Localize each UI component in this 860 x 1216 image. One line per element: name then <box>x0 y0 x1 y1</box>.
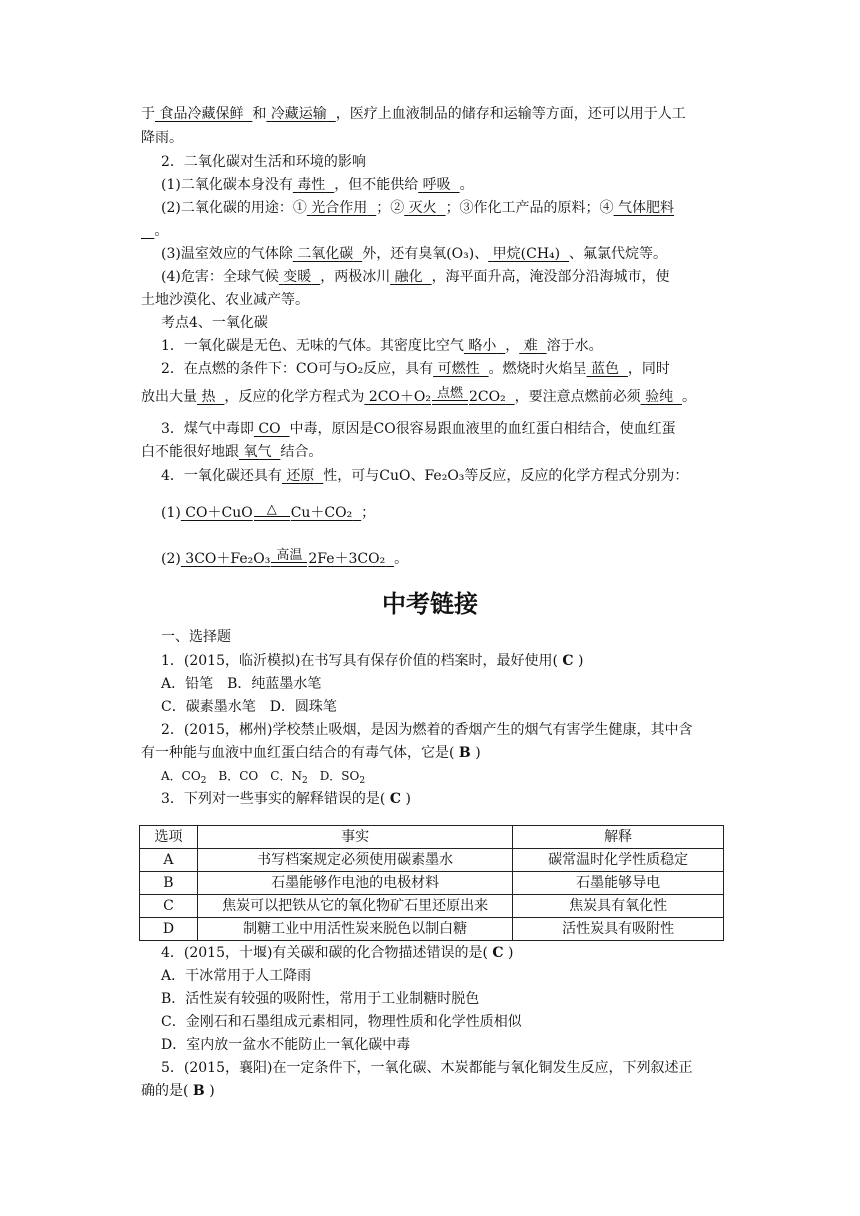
answer-blank: 还原 <box>286 468 315 484</box>
text-line: (4)危害：全球气候 变暖 ，两极冰川 融化 ，海平面升高，淹没部分沿海城市，使 <box>161 269 670 285</box>
answer-blank: 可燃性 <box>437 361 480 377</box>
text-line: 考点4、一氧化碳 <box>161 315 268 331</box>
option-line: B．活性炭有较强的吸附性，常用于工业制糖时脱色 <box>161 991 480 1007</box>
question-4: 4．(2015，十堰)有关碳和碳的化合物描述错误的是( C ) <box>161 945 514 961</box>
options-line: A．铅笔 B．纯蓝墨水笔 <box>161 676 322 692</box>
options-line: A．$CO_2$ B．CO C．$N_2$ D．$SO_2$ <box>161 769 366 786</box>
text-line: 放出大量 热 ，反应的化学方程式为 2CO＋O₂ 点燃 2CO₂ ，要注意点燃前必须 验纯 。 <box>141 386 696 405</box>
answer-blank: 灭火 <box>408 200 437 216</box>
equation: CO＋CuO △ Cu＋CO₂ <box>185 502 353 521</box>
answer-blank: 冷藏运输 <box>270 106 327 122</box>
table-cell: B <box>140 872 198 895</box>
answer-blank: 略小 <box>468 338 497 354</box>
equation-line: (2) 3CO＋Fe₂O₃ 高温 2Fe＋3CO₂ 。 <box>161 548 409 567</box>
answer-blank: 食品冷藏保鲜 <box>159 106 244 122</box>
question-1: 1．(2015，临沂模拟)在书写具有保存价值的档案时，最好使用( C ) <box>161 653 584 669</box>
text-line: 降雨。 <box>141 130 183 146</box>
table-cell: 石墨能够作电池的电极材料 <box>197 872 512 895</box>
text-line: 白不能很好地跟 氧气 结合。 <box>141 444 323 460</box>
text-line: 4．一氧化碳还具有 还原 性，可与CuO、Fe₂O₃等反应，反应的化学方程式分别为： <box>161 468 689 484</box>
text-line: (1)二氧化碳本身没有 毒性 ，但不能供给 呼吸 。 <box>161 177 474 193</box>
table-cell: 制糖工业中用活性炭来脱色以制白糖 <box>197 918 512 941</box>
table-cell: 活性炭具有吸附性 <box>513 918 724 941</box>
table-cell: A <box>140 849 198 872</box>
text-line: 于 食品冷藏保鲜 和 冷藏运输 ，医疗上血液制品的储存和运输等方面，还可以用于人工 <box>141 106 686 122</box>
answer-blank: 热 <box>201 389 216 405</box>
text-line: 2．在点燃的条件下：CO可与O₂反应，具有 可燃性 。燃烧时火焰呈 蓝色 ，同时 <box>161 361 670 377</box>
answer-letter: C <box>492 945 504 961</box>
answer-blank: 甲烷(CH₄) <box>492 246 561 262</box>
answer-letter: B <box>458 745 471 761</box>
text-line: 1．一氧化碳是无色、无味的气体。其密度比空气 略小 ， 难 溶于水。 <box>161 338 603 354</box>
question-5: 5．(2015，襄阳)在一定条件下，一氧化碳、木炭都能与氧化铜发生反应，下列叙述正 <box>161 1060 693 1076</box>
answer-letter: C <box>562 653 574 669</box>
answer-blank: 验纯 <box>645 389 674 405</box>
table-header: 选项 <box>140 826 198 849</box>
table-header-row <box>140 826 724 849</box>
section-title: 中考链接 <box>382 590 478 618</box>
question-2-cont: 有一种能与血液中血红蛋白结合的有毒气体，它是( B ) <box>141 745 481 761</box>
text-line: (3)温室效应的气体除 二氧化碳 外，还有臭氧(O₃)、 甲烷(CH₄) 、氟氯代烷等。 <box>161 246 668 262</box>
table-row <box>140 918 724 941</box>
equation-line: (1) CO＋CuO △ Cu＋CO₂ ； <box>161 502 376 521</box>
answer-blank: 难 <box>523 338 538 354</box>
answer-blank: CO <box>258 421 281 437</box>
part-heading: 一、选择题 <box>161 629 231 645</box>
option-line: A．干冰常用于人工降雨 <box>161 968 312 984</box>
table-row <box>140 895 724 918</box>
table-cell: 石墨能够导电 <box>513 872 724 895</box>
answer-blank: 气体肥料 <box>618 200 675 216</box>
answer-blank: 光合作用 <box>311 200 368 216</box>
answer-blank: 融化 <box>394 269 423 285</box>
table-cell: C <box>140 895 198 918</box>
answer-blank: 二氧化碳 <box>297 246 354 262</box>
equation: 3CO＋Fe₂O₃ 高温 2Fe＋3CO₂ <box>185 548 386 567</box>
table-cell: D <box>140 918 198 941</box>
options-line: C．碳素墨水笔 D．圆珠笔 <box>161 699 337 715</box>
table-cell: 书写档案规定必须使用碳素墨水 <box>197 849 512 872</box>
text-line: 土地沙漠化、农业减产等。 <box>141 292 309 308</box>
answer-blank: 毒性 <box>297 177 326 193</box>
answer-blank: 蓝色 <box>591 361 619 377</box>
table-cell: 焦炭具有氧化性 <box>513 895 724 918</box>
question-2: 2．(2015，郴州)学校禁止吸烟，是因为燃着的香烟产生的烟气有害学生健康，其中含 <box>161 722 693 738</box>
text-line: 3．煤气中毒即 CO 中毒，原因是CO很容易跟血液里的血红蛋白相结合，使血红蛋 <box>161 421 676 437</box>
answer-letter: C <box>389 791 401 807</box>
table-header: 解释 <box>513 826 724 849</box>
table-header: 事实 <box>197 826 512 849</box>
answer-blank: 氧气 <box>243 444 272 460</box>
text-line: 。 <box>154 223 169 239</box>
table-row <box>140 872 724 895</box>
text-line: 2．二氧化碳对生活和环境的影响 <box>161 154 366 170</box>
question-3: 3．下列对一些事实的解释错误的是( C ) <box>161 791 411 807</box>
table-cell: 碳常温时化学性质稳定 <box>513 849 724 872</box>
equation: 2CO＋O₂ 点燃 2CO₂ <box>368 386 506 405</box>
question-5-cont: 确的是( B ) <box>141 1083 215 1099</box>
table-cell: 焦炭可以把铁从它的氧化物矿石里还原出来 <box>197 895 512 918</box>
option-line: D．室内放一盆水不能防止一氧化碳中毒 <box>161 1037 411 1053</box>
answer-blank: 呼吸 <box>422 177 451 193</box>
text-line: (2)二氧化碳的用途：① 光合作用 ；② 灭火 ；③作化工产品的原料；④ 气体肥料 <box>161 200 675 216</box>
option-line: C．金刚石和石墨组成元素相同，物理性质和化学性质相似 <box>161 1014 522 1030</box>
facts-table <box>139 825 724 941</box>
answer-letter: B <box>192 1083 205 1099</box>
answer-blank: 变暖 <box>283 269 312 285</box>
table-row <box>140 849 724 872</box>
